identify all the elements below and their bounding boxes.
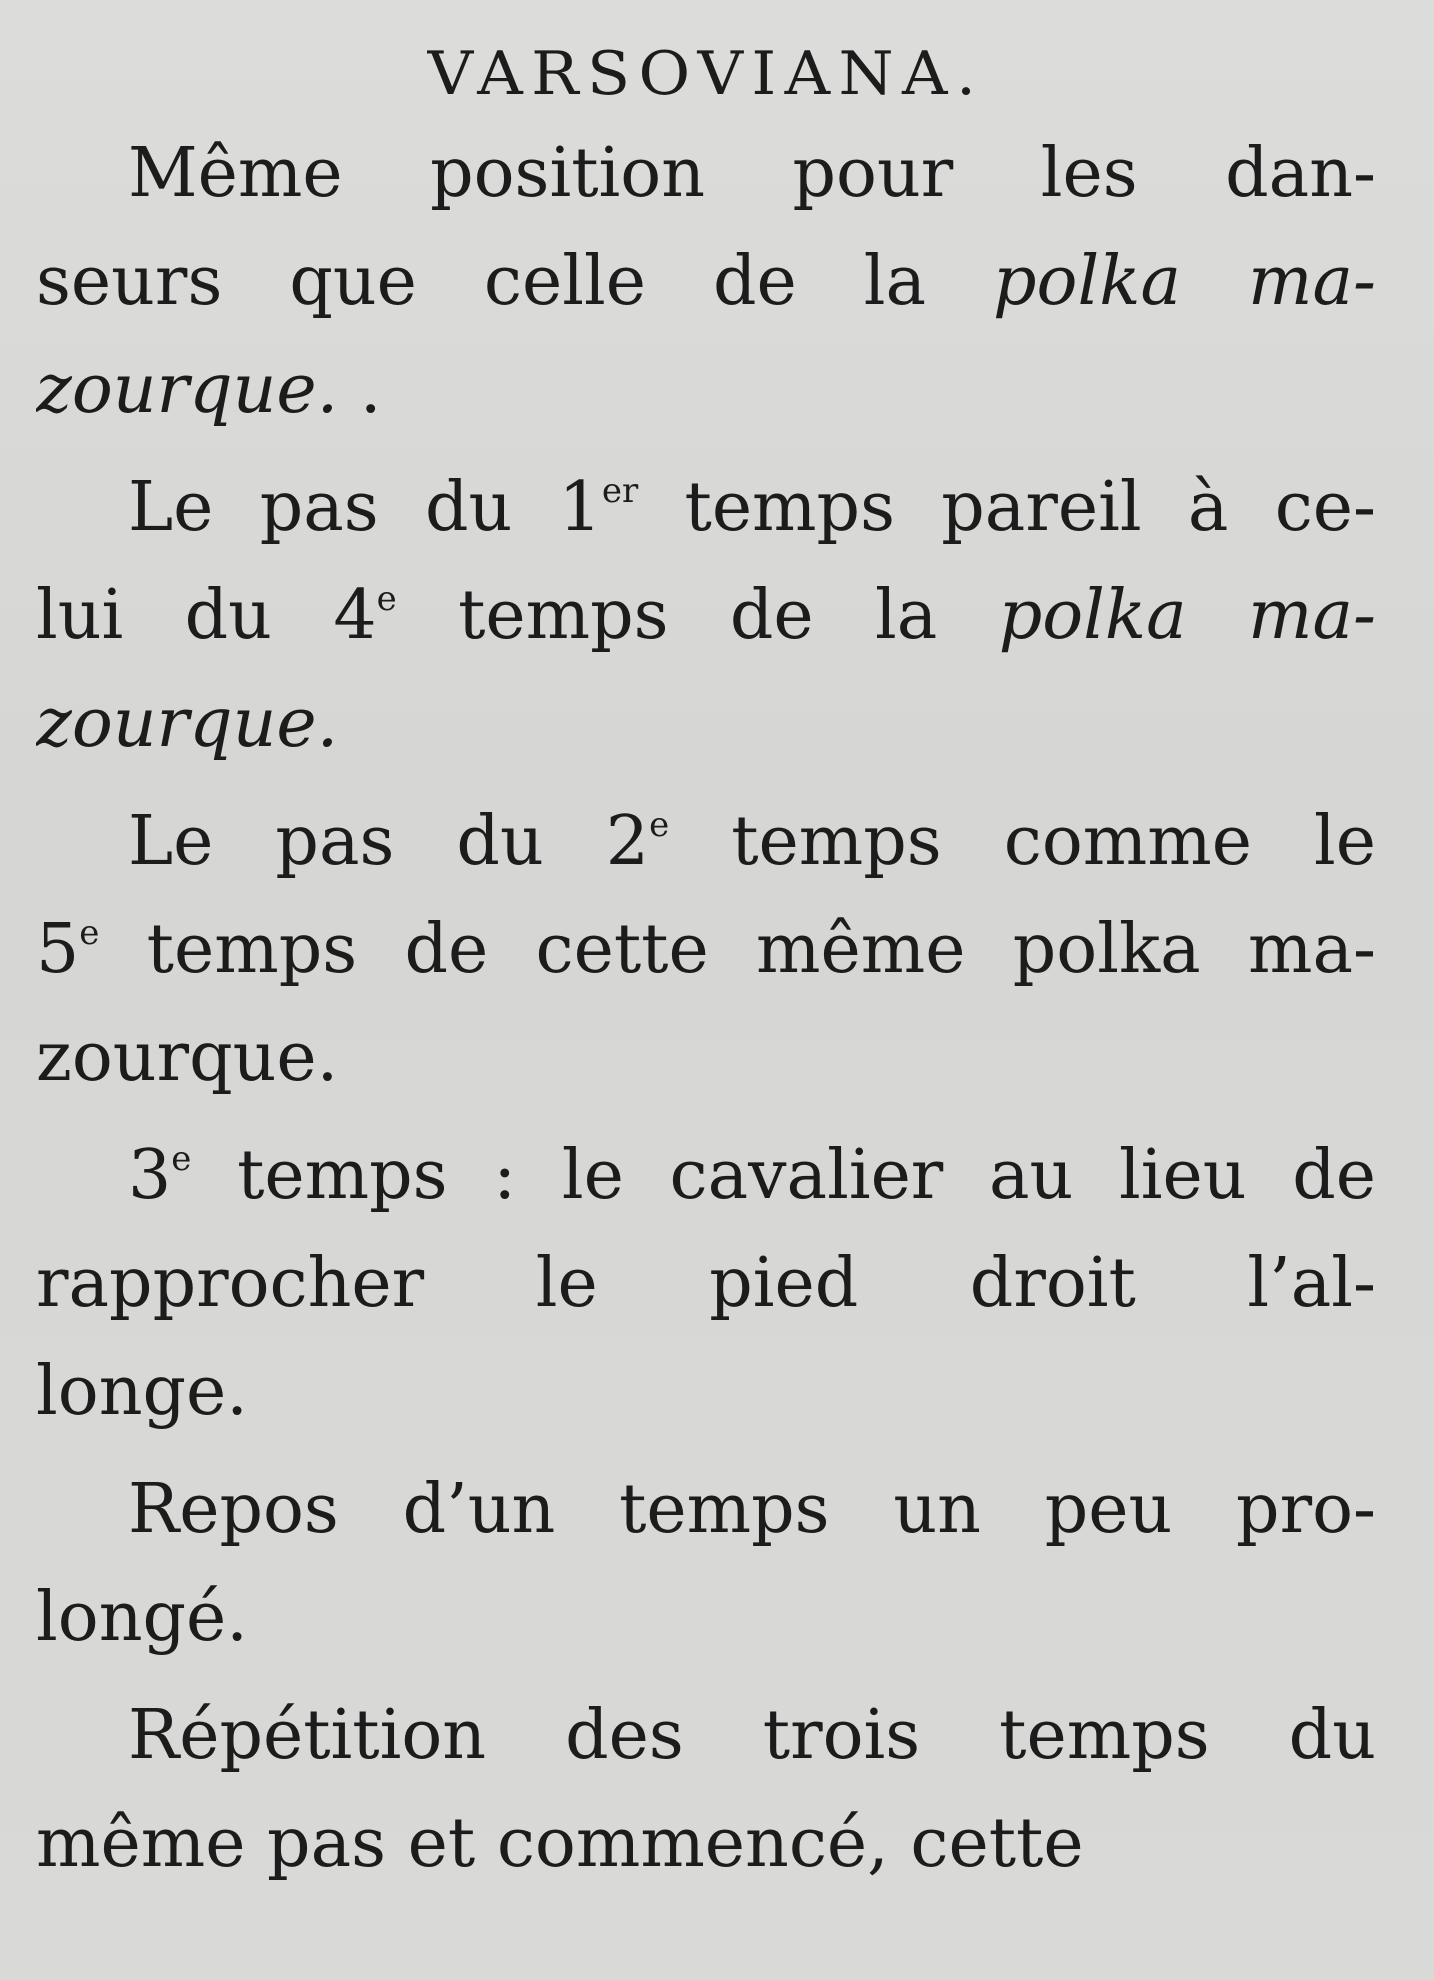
paragraph-gap	[36, 1672, 1376, 1682]
italic-run: polka ma-	[998, 576, 1376, 655]
body-text	[36, 120, 1376, 1898]
text-run: temps de la	[396, 576, 999, 655]
text-run: Même position pour les dan-	[128, 134, 1376, 213]
paragraph	[36, 454, 1376, 778]
paragraph-gap	[36, 444, 1376, 454]
superscript: e	[376, 579, 397, 619]
text-line	[36, 1230, 1376, 1338]
page-title: VARSOVIANA.	[427, 39, 985, 109]
text-line	[36, 228, 1376, 336]
text-line	[36, 454, 1376, 562]
italic-run: polka ma-	[993, 242, 1376, 321]
italic-run: zourque.	[36, 684, 339, 763]
superscript: e	[79, 913, 100, 953]
superscript: e	[649, 805, 670, 845]
text-run: Répétition des trois temps du	[128, 1696, 1376, 1775]
text-run: temps comme le	[669, 802, 1376, 881]
paragraph	[36, 1122, 1376, 1446]
text-line	[36, 562, 1376, 670]
paragraph	[36, 788, 1376, 1112]
text-line	[36, 788, 1376, 896]
text-line	[36, 1004, 1376, 1112]
text-line	[36, 1564, 1376, 1672]
text-run: longé.	[36, 1578, 248, 1657]
text-run: 3	[128, 1136, 172, 1215]
text-run: lui du 4	[36, 576, 377, 655]
paragraph	[36, 1456, 1376, 1672]
paragraph	[36, 120, 1376, 444]
text-run: Le pas du 2	[128, 802, 650, 881]
text-line	[36, 1682, 1376, 1790]
text-line	[36, 336, 1376, 444]
text-run: temps pareil à ce-	[638, 468, 1376, 547]
text-run: rapprocher le pied droit l’al-	[36, 1244, 1376, 1323]
text-run: Le pas du 1	[128, 468, 602, 547]
paragraph-gap	[36, 1446, 1376, 1456]
text-line	[36, 120, 1376, 228]
text-run: seurs que celle de la	[36, 242, 994, 321]
text-run: Repos d’un temps un peu pro-	[128, 1470, 1376, 1549]
text-run: .	[338, 350, 382, 429]
text-line	[36, 1790, 1376, 1898]
text-run: zourque.	[36, 1018, 339, 1097]
paragraph	[36, 1682, 1376, 1898]
text-run: 5	[36, 910, 80, 989]
text-line	[36, 896, 1376, 1004]
text-run: temps de cette même polka ma-	[99, 910, 1376, 989]
paragraph-gap	[36, 778, 1376, 788]
text-run: temps : le cavalier au lieu de	[191, 1136, 1376, 1215]
text-run: longe.	[36, 1352, 248, 1431]
italic-run: zourque.	[36, 350, 339, 429]
text-line	[36, 1456, 1376, 1564]
text-line	[36, 1122, 1376, 1230]
text-line	[36, 670, 1376, 778]
text-line	[36, 1338, 1376, 1446]
paragraph-gap	[36, 1112, 1376, 1122]
superscript: er	[601, 471, 639, 511]
superscript: e	[171, 1139, 192, 1179]
text-run: même pas et commencé, cette	[36, 1804, 1084, 1883]
